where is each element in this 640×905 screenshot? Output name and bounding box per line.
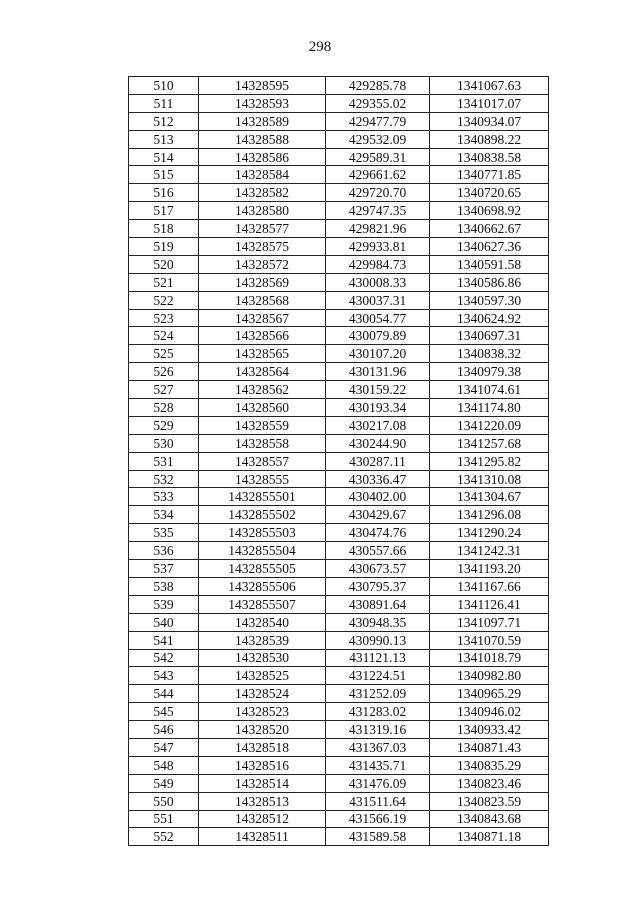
table-row xyxy=(129,434,549,452)
row-number-cell: 541 xyxy=(129,631,199,649)
row-number-cell: 515 xyxy=(129,166,199,184)
x-coordinate-cell: 429532.09 xyxy=(326,130,430,148)
y-coordinate-cell: 1340698.92 xyxy=(430,202,549,220)
row-number-cell: 539 xyxy=(129,595,199,613)
point-id-cell: 14328514 xyxy=(199,774,326,792)
row-number-cell: 534 xyxy=(129,506,199,524)
row-number-cell: 519 xyxy=(129,238,199,256)
table-row xyxy=(129,220,549,238)
point-id-cell: 1432855501 xyxy=(199,488,326,506)
point-id-cell: 14328565 xyxy=(199,345,326,363)
x-coordinate-cell: 430891.64 xyxy=(326,595,430,613)
row-number-cell: 510 xyxy=(129,77,199,95)
x-coordinate-cell: 430474.76 xyxy=(326,524,430,542)
table-row xyxy=(129,452,549,470)
y-coordinate-cell: 1340979.38 xyxy=(430,363,549,381)
page-number: 298 xyxy=(308,39,332,55)
table-row xyxy=(129,756,549,774)
row-number-cell: 552 xyxy=(129,828,199,846)
y-coordinate-cell: 1340591.58 xyxy=(430,255,549,273)
point-id-cell: 14328540 xyxy=(199,613,326,631)
y-coordinate-cell: 1340597.30 xyxy=(430,291,549,309)
x-coordinate-cell: 429285.78 xyxy=(326,77,430,95)
point-id-cell: 14328564 xyxy=(199,363,326,381)
point-id-cell: 14328530 xyxy=(199,649,326,667)
point-id-cell: 14328524 xyxy=(199,685,326,703)
point-id-cell: 14328586 xyxy=(199,148,326,166)
y-coordinate-cell: 1341242.31 xyxy=(430,542,549,560)
x-coordinate-cell: 430795.37 xyxy=(326,577,430,595)
x-coordinate-cell: 430244.90 xyxy=(326,434,430,452)
table-row xyxy=(129,703,549,721)
x-coordinate-cell: 431589.58 xyxy=(326,828,430,846)
table-row xyxy=(129,524,549,542)
table-row xyxy=(129,685,549,703)
y-coordinate-cell: 1340934.07 xyxy=(430,112,549,130)
table-row xyxy=(129,94,549,112)
point-id-cell: 14328575 xyxy=(199,238,326,256)
point-id-cell: 14328567 xyxy=(199,309,326,327)
y-coordinate-cell: 1340835.29 xyxy=(430,756,549,774)
row-number-cell: 522 xyxy=(129,291,199,309)
row-number-cell: 512 xyxy=(129,112,199,130)
y-coordinate-cell: 1341097.71 xyxy=(430,613,549,631)
table-row xyxy=(129,560,549,578)
point-id-cell: 1432855507 xyxy=(199,595,326,613)
y-coordinate-cell: 1340871.43 xyxy=(430,738,549,756)
x-coordinate-cell: 430990.13 xyxy=(326,631,430,649)
y-coordinate-cell: 1340720.65 xyxy=(430,184,549,202)
point-id-cell: 14328516 xyxy=(199,756,326,774)
y-coordinate-cell: 1340697.31 xyxy=(430,327,549,345)
x-coordinate-cell: 431283.02 xyxy=(326,703,430,721)
table-row xyxy=(129,148,549,166)
point-id-cell: 14328582 xyxy=(199,184,326,202)
y-coordinate-cell: 1341296.08 xyxy=(430,506,549,524)
x-coordinate-cell: 429933.81 xyxy=(326,238,430,256)
table-row xyxy=(129,792,549,810)
y-coordinate-cell: 1340586.86 xyxy=(430,273,549,291)
point-id-cell: 14328558 xyxy=(199,434,326,452)
table-row xyxy=(129,595,549,613)
y-coordinate-cell: 1340843.68 xyxy=(430,810,549,828)
x-coordinate-cell: 429720.70 xyxy=(326,184,430,202)
row-number-cell: 527 xyxy=(129,381,199,399)
x-coordinate-cell: 430336.47 xyxy=(326,470,430,488)
table-row xyxy=(129,506,549,524)
x-coordinate-cell: 430079.89 xyxy=(326,327,430,345)
row-number-cell: 529 xyxy=(129,416,199,434)
point-id-cell: 14328569 xyxy=(199,273,326,291)
row-number-cell: 517 xyxy=(129,202,199,220)
table-row xyxy=(129,238,549,256)
table-row xyxy=(129,345,549,363)
table-row xyxy=(129,363,549,381)
x-coordinate-cell: 431121.13 xyxy=(326,649,430,667)
y-coordinate-cell: 1341295.82 xyxy=(430,452,549,470)
x-coordinate-cell: 430287.11 xyxy=(326,452,430,470)
x-coordinate-cell: 429984.73 xyxy=(326,255,430,273)
table-row xyxy=(129,112,549,130)
row-number-cell: 524 xyxy=(129,327,199,345)
row-number-cell: 549 xyxy=(129,774,199,792)
table-row xyxy=(129,291,549,309)
point-id-cell: 14328513 xyxy=(199,792,326,810)
table-row xyxy=(129,255,549,273)
x-coordinate-cell: 429589.31 xyxy=(326,148,430,166)
point-id-cell: 14328595 xyxy=(199,77,326,95)
y-coordinate-cell: 1341126.41 xyxy=(430,595,549,613)
table-row xyxy=(129,77,549,95)
point-id-cell: 14328588 xyxy=(199,130,326,148)
point-id-cell: 14328589 xyxy=(199,112,326,130)
y-coordinate-cell: 1341067.63 xyxy=(430,77,549,95)
table-row xyxy=(129,273,549,291)
row-number-cell: 528 xyxy=(129,399,199,417)
point-id-cell: 14328555 xyxy=(199,470,326,488)
table-row xyxy=(129,327,549,345)
x-coordinate-cell: 430429.67 xyxy=(326,506,430,524)
point-id-cell: 14328593 xyxy=(199,94,326,112)
y-coordinate-cell: 1341070.59 xyxy=(430,631,549,649)
row-number-cell: 548 xyxy=(129,756,199,774)
x-coordinate-cell: 431367.03 xyxy=(326,738,430,756)
y-coordinate-cell: 1340771.85 xyxy=(430,166,549,184)
row-number-cell: 532 xyxy=(129,470,199,488)
table-row xyxy=(129,774,549,792)
row-number-cell: 533 xyxy=(129,488,199,506)
x-coordinate-cell: 430054.77 xyxy=(326,309,430,327)
row-number-cell: 535 xyxy=(129,524,199,542)
y-coordinate-cell: 1340823.46 xyxy=(430,774,549,792)
row-number-cell: 538 xyxy=(129,577,199,595)
point-id-cell: 1432855506 xyxy=(199,577,326,595)
row-number-cell: 514 xyxy=(129,148,199,166)
table-row xyxy=(129,738,549,756)
point-id-cell: 14328520 xyxy=(199,721,326,739)
point-id-cell: 14328512 xyxy=(199,810,326,828)
table-row xyxy=(129,613,549,631)
point-id-cell: 14328539 xyxy=(199,631,326,649)
x-coordinate-cell: 429477.79 xyxy=(326,112,430,130)
point-id-cell: 14328525 xyxy=(199,667,326,685)
coordinates-table xyxy=(128,76,549,846)
row-number-cell: 537 xyxy=(129,560,199,578)
x-coordinate-cell: 429821.96 xyxy=(326,220,430,238)
table-row xyxy=(129,810,549,828)
x-coordinate-cell: 430402.00 xyxy=(326,488,430,506)
x-coordinate-cell: 431435.71 xyxy=(326,756,430,774)
y-coordinate-cell: 1341074.61 xyxy=(430,381,549,399)
y-coordinate-cell: 1340898.22 xyxy=(430,130,549,148)
x-coordinate-cell: 429747.35 xyxy=(326,202,430,220)
y-coordinate-cell: 1341018.79 xyxy=(430,649,549,667)
table-row xyxy=(129,649,549,667)
row-number-cell: 543 xyxy=(129,667,199,685)
row-number-cell: 525 xyxy=(129,345,199,363)
row-number-cell: 540 xyxy=(129,613,199,631)
point-id-cell: 14328568 xyxy=(199,291,326,309)
point-id-cell: 14328584 xyxy=(199,166,326,184)
point-id-cell: 14328577 xyxy=(199,220,326,238)
point-id-cell: 1432855502 xyxy=(199,506,326,524)
y-coordinate-cell: 1341167.66 xyxy=(430,577,549,595)
point-id-cell: 14328560 xyxy=(199,399,326,417)
table-row xyxy=(129,631,549,649)
table-row xyxy=(129,828,549,846)
row-number-cell: 531 xyxy=(129,452,199,470)
table-row xyxy=(129,470,549,488)
x-coordinate-cell: 430948.35 xyxy=(326,613,430,631)
point-id-cell: 14328580 xyxy=(199,202,326,220)
row-number-cell: 523 xyxy=(129,309,199,327)
row-number-cell: 545 xyxy=(129,703,199,721)
table-row xyxy=(129,202,549,220)
row-number-cell: 536 xyxy=(129,542,199,560)
x-coordinate-cell: 430673.57 xyxy=(326,560,430,578)
table-row xyxy=(129,721,549,739)
point-id-cell: 14328572 xyxy=(199,255,326,273)
y-coordinate-cell: 1340627.36 xyxy=(430,238,549,256)
y-coordinate-cell: 1340933.42 xyxy=(430,721,549,739)
y-coordinate-cell: 1340838.32 xyxy=(430,345,549,363)
y-coordinate-cell: 1341304.67 xyxy=(430,488,549,506)
y-coordinate-cell: 1340965.29 xyxy=(430,685,549,703)
y-coordinate-cell: 1341174.80 xyxy=(430,399,549,417)
x-coordinate-cell: 431566.19 xyxy=(326,810,430,828)
x-coordinate-cell: 429355.02 xyxy=(326,94,430,112)
table-row xyxy=(129,381,549,399)
y-coordinate-cell: 1341290.24 xyxy=(430,524,549,542)
x-coordinate-cell: 431224.51 xyxy=(326,667,430,685)
table-row xyxy=(129,166,549,184)
y-coordinate-cell: 1340838.58 xyxy=(430,148,549,166)
y-coordinate-cell: 1341310.08 xyxy=(430,470,549,488)
table-row xyxy=(129,130,549,148)
y-coordinate-cell: 1340946.02 xyxy=(430,703,549,721)
point-id-cell: 1432855503 xyxy=(199,524,326,542)
point-id-cell: 1432855505 xyxy=(199,560,326,578)
table-row xyxy=(129,577,549,595)
y-coordinate-cell: 1340982.80 xyxy=(430,667,549,685)
point-id-cell: 14328566 xyxy=(199,327,326,345)
row-number-cell: 518 xyxy=(129,220,199,238)
table-row xyxy=(129,488,549,506)
table-body xyxy=(129,77,549,846)
row-number-cell: 544 xyxy=(129,685,199,703)
row-number-cell: 513 xyxy=(129,130,199,148)
x-coordinate-cell: 431511.64 xyxy=(326,792,430,810)
point-id-cell: 14328523 xyxy=(199,703,326,721)
point-id-cell: 14328562 xyxy=(199,381,326,399)
x-coordinate-cell: 430193.34 xyxy=(326,399,430,417)
row-number-cell: 550 xyxy=(129,792,199,810)
row-number-cell: 542 xyxy=(129,649,199,667)
table-row xyxy=(129,399,549,417)
y-coordinate-cell: 1341017.07 xyxy=(430,94,549,112)
row-number-cell: 547 xyxy=(129,738,199,756)
y-coordinate-cell: 1340871.18 xyxy=(430,828,549,846)
x-coordinate-cell: 430131.96 xyxy=(326,363,430,381)
table-row xyxy=(129,416,549,434)
table-row xyxy=(129,542,549,560)
row-number-cell: 511 xyxy=(129,94,199,112)
y-coordinate-cell: 1341220.09 xyxy=(430,416,549,434)
x-coordinate-cell: 430008.33 xyxy=(326,273,430,291)
point-id-cell: 14328559 xyxy=(199,416,326,434)
row-number-cell: 551 xyxy=(129,810,199,828)
table-row xyxy=(129,184,549,202)
y-coordinate-cell: 1340823.59 xyxy=(430,792,549,810)
y-coordinate-cell: 1341257.68 xyxy=(430,434,549,452)
table-row xyxy=(129,309,549,327)
row-number-cell: 530 xyxy=(129,434,199,452)
y-coordinate-cell: 1340624.92 xyxy=(430,309,549,327)
x-coordinate-cell: 431476.09 xyxy=(326,774,430,792)
x-coordinate-cell: 429661.62 xyxy=(326,166,430,184)
y-coordinate-cell: 1341193.20 xyxy=(430,560,549,578)
row-number-cell: 520 xyxy=(129,255,199,273)
row-number-cell: 516 xyxy=(129,184,199,202)
x-coordinate-cell: 431252.09 xyxy=(326,685,430,703)
x-coordinate-cell: 430217.08 xyxy=(326,416,430,434)
x-coordinate-cell: 430159.22 xyxy=(326,381,430,399)
x-coordinate-cell: 430557.66 xyxy=(326,542,430,560)
row-number-cell: 526 xyxy=(129,363,199,381)
point-id-cell: 1432855504 xyxy=(199,542,326,560)
y-coordinate-cell: 1340662.67 xyxy=(430,220,549,238)
row-number-cell: 521 xyxy=(129,273,199,291)
x-coordinate-cell: 430037.31 xyxy=(326,291,430,309)
x-coordinate-cell: 431319.16 xyxy=(326,721,430,739)
row-number-cell: 546 xyxy=(129,721,199,739)
point-id-cell: 14328557 xyxy=(199,452,326,470)
point-id-cell: 14328511 xyxy=(199,828,326,846)
point-id-cell: 14328518 xyxy=(199,738,326,756)
x-coordinate-cell: 430107.20 xyxy=(326,345,430,363)
table-row xyxy=(129,667,549,685)
